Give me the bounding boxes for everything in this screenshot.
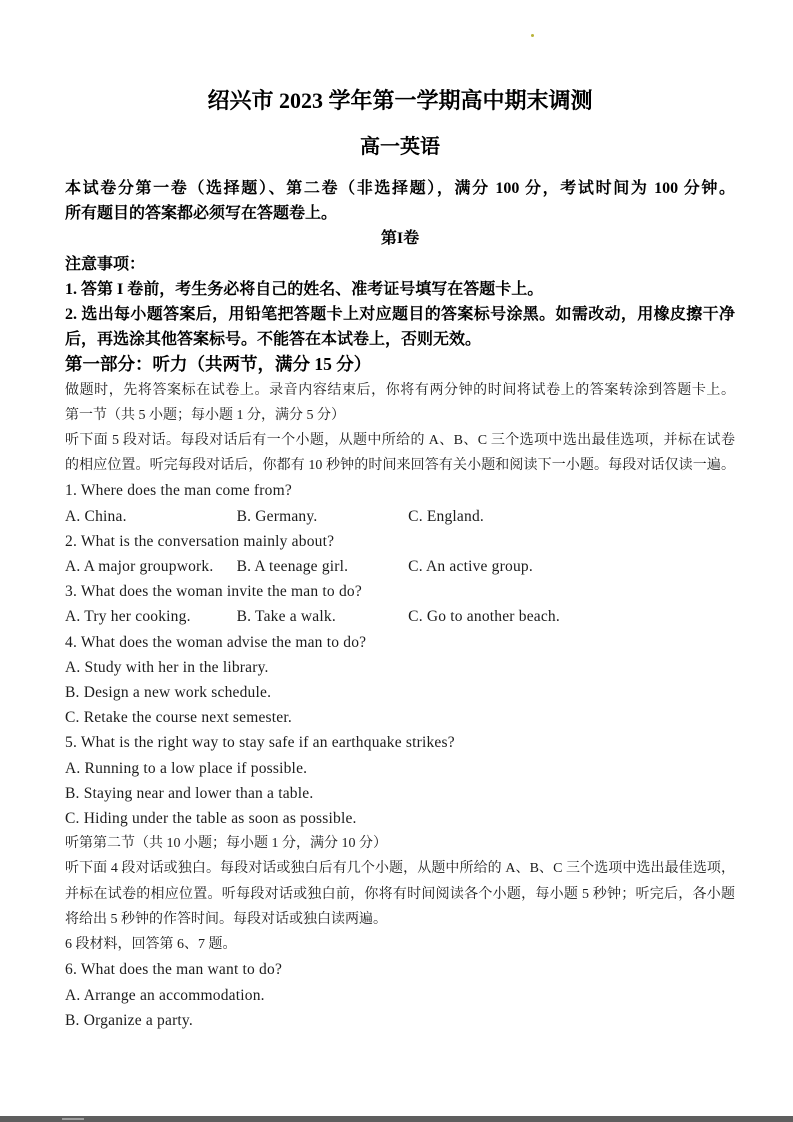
section2-instructions-line-2: 并标在试卷的相应位置。听每段对话或独白前，你将有时间阅读各个小题，每小题 5 秒钟；听完后，各小题 — [65, 886, 735, 902]
exam-subtitle: 高一英语 — [360, 136, 440, 158]
exam-intro — [65, 176, 735, 226]
question-5-option-b: B. Staying near and lower than a table. — [65, 784, 314, 802]
question-1-option-b: B. Germany. — [236, 507, 318, 525]
section2-instructions-line-3: 将给出 5 秒钟的作答时间。每段对话或独白读两遍。 — [65, 911, 387, 927]
notice-item-1: 1. 答第 I 卷前，考生务必将自己的姓名、准考证号填写在答题卡上。 — [65, 280, 544, 298]
question-3-options — [65, 604, 735, 629]
question-2-option-c: C. An active group. — [408, 558, 533, 576]
section1-instructions-line-1: 听下面 5 段对话。每段对话后有一个小题，从题中所给的 A、B、C 三个选项中选出最佳选项，并标在试卷 — [65, 433, 735, 449]
question-2-text: 2. What is the conversation mainly about? — [65, 532, 335, 550]
question-5-option-c: C. Hiding under the table as soon as possible. — [65, 810, 357, 828]
question-1-options — [65, 504, 735, 529]
part1-note: 做题时，先将答案标在试卷上。录音内容结束后，你将有两分钟的时间将试卷上的答案转涂到答题卡上。 — [65, 382, 735, 398]
question-4-option-b: B. Design a new work schedule. — [65, 684, 272, 702]
section2-material-note: 6 段材料，回答第 6、7 题。 — [65, 937, 237, 953]
notice-item-2-line-2: 后，再选涂其他答案标号。不能答在本试卷上，否则无效。 — [65, 331, 482, 349]
part1-header: 第一部分：听力（共两节，满分 15 分） — [65, 354, 372, 375]
section1-instructions-line-2: 的相应位置。听完每段对话后，你都有 10 秒钟的时间来回答有关小题和阅读下一小题。每段对话仅读一遍。 — [65, 458, 735, 474]
question-2-option-b: B. A teenage girl. — [236, 558, 349, 576]
section2-header: 听第第二节（共 10 小题；每小题 1 分，满分 10 分） — [65, 836, 387, 852]
question-1-text: 1. Where does the man come from? — [65, 482, 292, 500]
question-5-text: 5. What is the right way to stay safe if an earthquake strikes? — [65, 734, 455, 752]
question-4-option-a: A. Study with her in the library. — [65, 658, 269, 676]
question-3-option-c: C. Go to another beach. — [408, 608, 560, 626]
intro-line-1: 本试卷分第一卷（选择题）、第二卷（非选择题），满分 100 分，考试时间为 100 分钟。 — [65, 180, 735, 197]
question-6-option-a: A. Arrange an accommodation. — [65, 986, 265, 1004]
section2-instructions-line-1: 听下面 4 段对话或独白。每段对话或独白后有几个小题，从题中所给的 A、B、C 三个选项中选出最佳选项， — [65, 861, 735, 877]
volume-header: 第I卷 — [380, 230, 420, 248]
notice-item-2-line-1: 2. 选出每小题答案后，用铅笔把答题卡上对应题目的答案标号涂黑。如需改动，用橡皮擦干净 — [65, 306, 735, 324]
question-1-option-c: C. England. — [408, 507, 484, 525]
question-4-text: 4. What does the woman advise the man to do? — [65, 633, 367, 651]
question-3-text: 3. What does the woman invite the man to do? — [65, 583, 362, 601]
question-4-option-c: C. Retake the course next semester. — [65, 709, 292, 727]
question-2-option-a: A. A major groupwork. — [65, 558, 214, 576]
bottom-bar — [0, 1116, 793, 1122]
question-5-option-a: A. Running to a low place if possible. — [65, 759, 308, 777]
bottom-bar-smudge — [62, 1118, 84, 1120]
exam-title: 绍兴市 2023 学年第一学期高中期末调测 — [207, 88, 593, 113]
question-3-option-a: A. Try her cooking. — [65, 608, 191, 626]
notice-label: 注意事项： — [65, 255, 146, 273]
question-2-options — [65, 554, 735, 579]
question-3-option-b: B. Take a walk. — [236, 608, 336, 626]
scan-artifact-dot — [531, 34, 534, 37]
question-6-option-b: B. Organize a party. — [65, 1011, 193, 1029]
intro-line-2: 所有题目的答案都必须写在答题卷上。 — [65, 205, 338, 223]
question-1-option-a: A. China. — [65, 507, 127, 525]
question-6-text: 6. What does the man want to do? — [65, 961, 283, 979]
section1-header: 第一节（共 5 小题；每小题 1 分，满分 5 分） — [65, 407, 345, 423]
